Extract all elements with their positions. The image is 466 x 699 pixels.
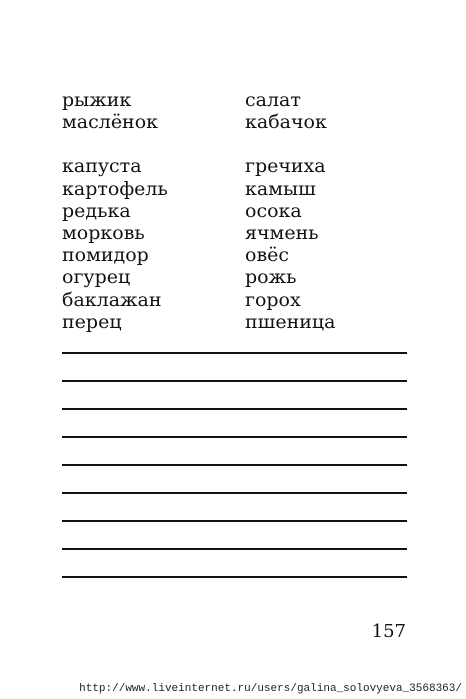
watermark-url: http://www.liveinternet.ru/users/galina_solovyeva_3568363/ (79, 683, 462, 695)
writing-line (62, 548, 407, 550)
writing-line (62, 464, 407, 466)
word: огурец (62, 266, 131, 289)
word: камыш (245, 177, 316, 200)
group-gap (245, 133, 415, 155)
page-number: 157 (371, 621, 406, 642)
right-word-column (245, 89, 415, 333)
word: перец (62, 310, 122, 333)
word: редька (62, 199, 131, 222)
word: ячмень (245, 221, 319, 244)
word: горох (245, 288, 301, 311)
word: морковь (62, 221, 145, 244)
word: кабачок (245, 111, 327, 134)
word: осока (245, 199, 302, 222)
word: салат (245, 89, 301, 111)
writing-line (62, 436, 407, 438)
group-gap (62, 133, 232, 155)
word: овёс (245, 244, 290, 267)
word: помидор (62, 244, 149, 267)
word: картофель (62, 177, 168, 200)
word: рожь (245, 266, 297, 289)
word: гречиха (245, 155, 326, 178)
writing-line (62, 520, 407, 522)
word: маслёнок (62, 111, 159, 134)
word: баклажан (62, 288, 162, 311)
writing-line (62, 352, 407, 354)
writing-line (62, 492, 407, 494)
word: рыжик (62, 89, 132, 111)
writing-lines (62, 352, 407, 604)
word: капуста (62, 155, 142, 178)
writing-line (62, 576, 407, 578)
left-word-column (62, 89, 232, 333)
writing-line (62, 408, 407, 410)
writing-line (62, 380, 407, 382)
word: пшеница (245, 310, 336, 333)
